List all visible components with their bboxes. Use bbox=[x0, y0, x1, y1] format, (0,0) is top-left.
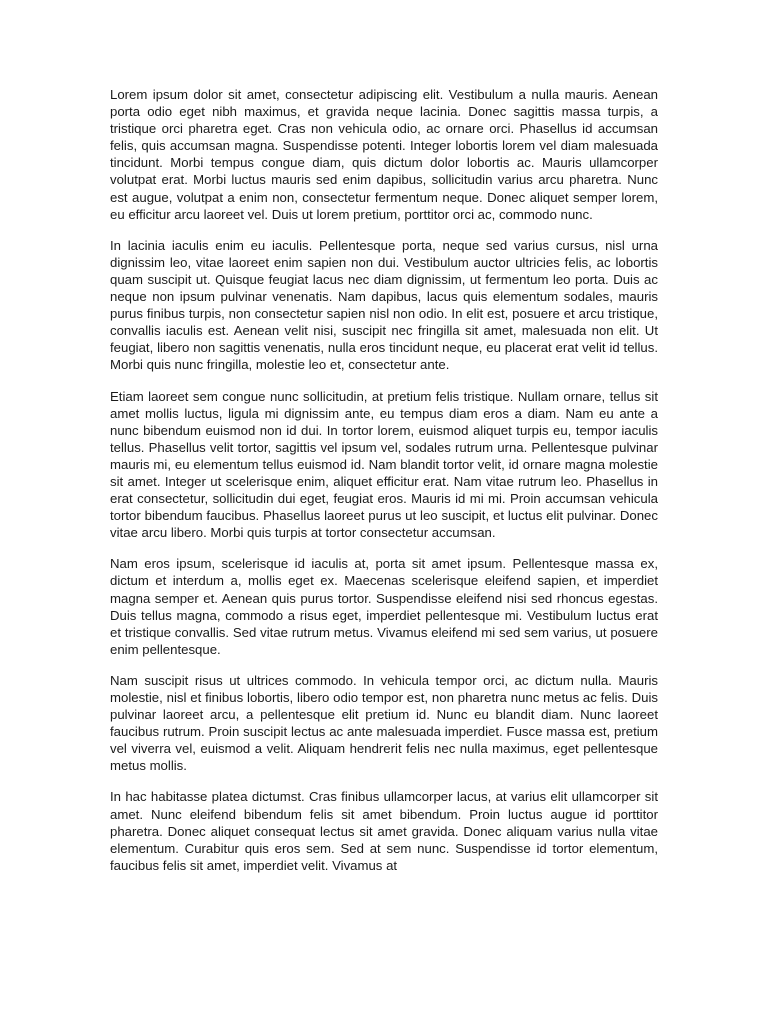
document-page bbox=[110, 86, 658, 936]
paragraph-5: Nam suscipit risus ut ultrices commodo. In vehicula tempor orci, ac dictum nulla. Mauris molestie, nisl et finibus lobortis, libero odio tempor est, non pharetra nunc metus ac felis. Duis pulvinar laoreet arcu, a pellentesque elit pretium id. Nunc eu blandit diam. Nunc laoreet faucibus rutrum. Proin suscipit lectus ac ante malesuada imperdiet. Fusce massa est, pretium vel viverra vel, euismod a velit. Aliquam hendrerit felis nec nulla maximus, eget pellentesque metus mollis. bbox=[110, 672, 658, 774]
paragraph-1: Lorem ipsum dolor sit amet, consectetur adipiscing elit. Vestibulum a nulla mauris. Aenean porta odio eget nibh maximus, et gravida neque lacinia. Donec sagittis massa turpis, a tristique orci pharetra eget. Cras non vehicula odio, ac ornare orci. Phasellus id accumsan felis, quis accumsan magna. Suspendisse potenti. Integer lobortis lorem vel diam malesuada tincidunt. Morbi tempus congue diam, quis dictum dolor lobortis ac. Mauris ullamcorper volutpat erat. Morbi luctus mauris sed enim dapibus, sollicitudin varius arcu pharetra. Nunc est augue, volutpat a enim non, consectetur fermentum neque. Donec aliquet semper lorem, eu efficitur arcu laoreet vel. Duis ut lorem pretium, porttitor orci ac, commodo nunc. bbox=[110, 87, 658, 222]
paragraph-6: In hac habitasse platea dictumst. Cras finibus ullamcorper lacus, at varius elit ullamcorper sit amet. Nunc eleifend bibendum felis sit amet bibendum. Proin luctus augue id porttitor pharetra. Donec aliquet consequat lectus sit amet gravida. Donec aliquam varius nulla vitae elementum. Curabitur quis eros sem. Sed at sem nunc. Suspendisse id tortor elementum, faucibus felis sit amet, imperdiet velit. Vivamus at bbox=[110, 789, 658, 873]
paragraph-2: In lacinia iaculis enim eu iaculis. Pellentesque porta, neque sed varius cursus, nisl urna dignissim leo, vitae laoreet enim sapien non dui. Vestibulum auctor ultricies felis, ac lobortis quam suscipit ut. Quisque feugiat lacus nec diam dignissim, ut fermentum leo porta. Duis ac neque non ipsum pulvinar venenatis. Nam dapibus, lacus quis elementum sodales, mauris purus finibus turpis, non consectetur sapien nisl non odio. In elit est, posuere et arcu tristique, convallis iaculis est. Aenean velit nisi, suscipit nec fringilla sit amet, malesuada non elit. Ut feugiat, libero non sagittis venenatis, nulla eros tincidunt neque, eu placerat erat velit id tellus. Morbi quis nunc fringilla, molestie leo et, consectetur ante. bbox=[110, 237, 658, 373]
paragraph-4: Nam eros ipsum, scelerisque id iaculis at, porta sit amet ipsum. Pellentesque massa ex, dictum et interdum a, mollis eget ex. Maecenas scelerisque eleifend sapien, et imperdiet magna semper et. Aenean quis purus tortor. Suspendisse eleifend nisi sed rhoncus egestas. Duis tellus magna, commodo a risus eget, imperdiet pellentesque mi. Vestibulum luctus erat et tristique convallis. Sed vitae rutrum metus. Vivamus eleifend mi sed sem varius, ut posuere enim pellentesque. bbox=[110, 556, 658, 657]
paragraph-3: Etiam laoreet sem congue nunc sollicitudin, at pretium felis tristique. Nullam ornare, tellus sit amet mollis luctus, ligula mi dignissim ante, eu tempus diam eros a diam. Nam eu ante a nunc bibendum euismod non id dui. In tortor lorem, euismod aliquet turpis eu, tempor iaculis tellus. Phasellus velit tortor, sagittis vel ipsum vel, sodales rutrum urna. Pellentesque pulvinar mauris mi, eu elementum tellus euismod id. Nam blandit tortor velit, id ornare magna molestie sit amet. Integer ut scelerisque enim, aliquet efficitur erat. Nam vitae rutrum leo. Phasellus in erat consectetur, sollicitudin dui eget, feugiat eros. Mauris id mi mi. Proin accumsan vehicula tortor bibendum faucibus. Phasellus laoreet purus ut leo suscipit, et luctus elit pulvinar. Donec vitae arcu libero. Morbi quis turpis at tortor consectetur accumsan. bbox=[110, 388, 658, 541]
